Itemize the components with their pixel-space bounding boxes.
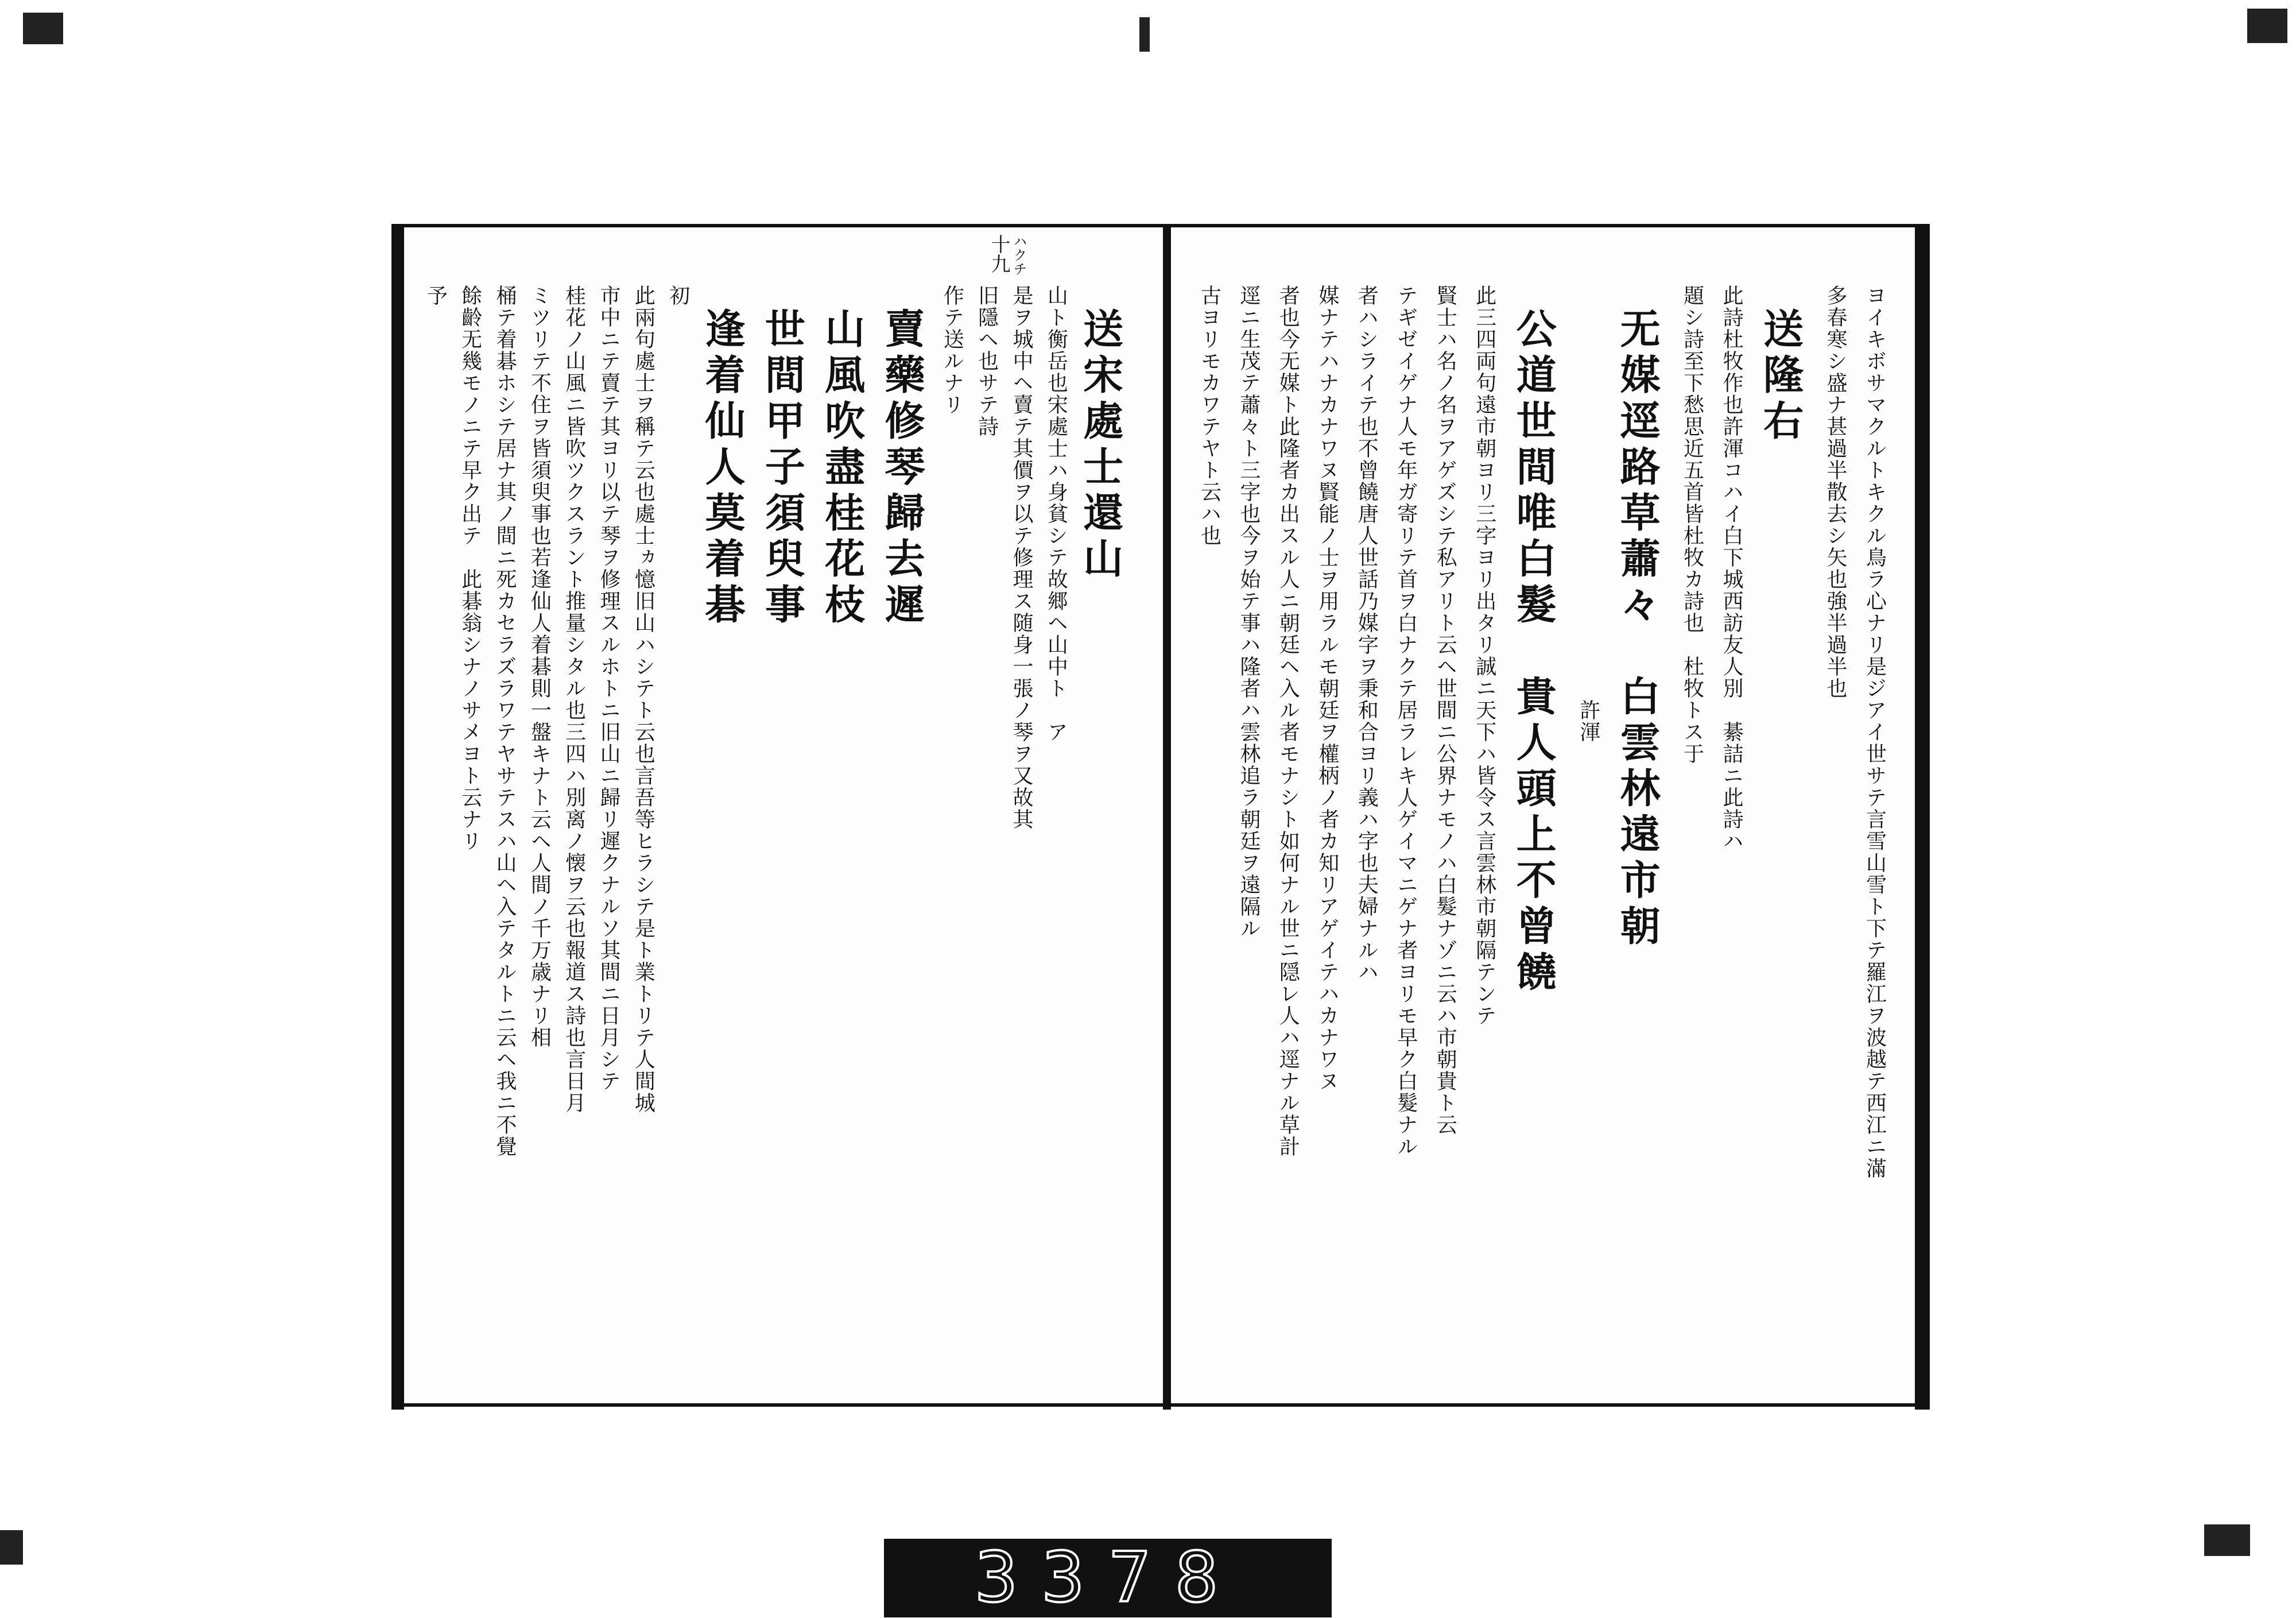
commentary-line: 許渾	[1576, 285, 1600, 743]
commentary-line: 餘齡无幾モノニテ早ク出テ 此碁翁シナノサメヨト云ナリ	[458, 285, 482, 852]
scan-corner-mark	[2204, 1524, 2250, 1556]
commentary-line: 賢士ハ名ノ名ヲアゲズシテ私アリト云ヘ世間ニ公界ナモノハ白髮ナゾニ云ハ市朝貴ト云	[1433, 285, 1457, 1136]
commentary-line: 此詩杜牧作也許渾コハイ白下城西訪友人別 綦詰ニ此詩ハ	[1720, 285, 1744, 852]
poem-line: 送隆右	[1756, 308, 1805, 446]
commentary-line: 予	[424, 285, 448, 307]
commentary-line: 逕ニ生茂テ蕭々ト三字也今ヲ始テ事ハ隆者ハ雲林追ラ朝廷ヲ遠隔ル	[1236, 285, 1261, 939]
commentary-line: テギゼイゲナ人モ年ガ寄リテ首ヲ白ナクテ居ラレキ人ゲイマニゲナ者ヨリモ早ク白髮ナル	[1394, 285, 1418, 1158]
poem-line: 送宋處士還山	[1076, 308, 1124, 583]
commentary-line: 桶テ着碁ホシテ居ナ其ノ間ニ死カセラズラワテヤサテスハ山ヘ入テタルトニ云ヘ我ニ不覺	[493, 285, 517, 1158]
scan-corner-mark	[0, 1530, 23, 1565]
commentary-line: 市中ニテ賣テ其ヨリ以テ琴ヲ修理スルホトニ旧山ニ歸リ遲クナルソ其間ニ日月シテ	[597, 285, 620, 1092]
poem-line: 公道世間唯白髮 貴人頭上不曾饒	[1510, 308, 1558, 997]
commentary-line: 旧隱ヘ也サテ詩	[975, 285, 999, 438]
commentary-line: 初	[666, 285, 690, 307]
commentary-line: 此三四両句遠市朝ヨリ三字ヨリ出タリ誠ニ天下ハ皆令ス言雲林市朝隔テンテ	[1472, 285, 1496, 1027]
commentary-line: 者也今无媒ト此隆者カ出スル人ニ朝廷ヘ入ル者モナシト如何ナル世ニ隠レ人ハ逕ナル草計	[1276, 285, 1300, 1158]
commentary-line: ヨイキボサマクルトキクル鳥ラ心ナリ是ジアイ世サテ言雪山雪ト下テ羅江ヲ波越テ西江ニ滿	[1863, 285, 1887, 1179]
commentary-line: 山ト衡岳也宋處士ハ身貧シテ故郷ヘ山中ト ア	[1044, 285, 1068, 743]
commentary-line: 題シ詩至下愁思近五首皆杜牧カ詩也 杜牧トス于	[1680, 285, 1704, 765]
commentary-line: 桂花ノ山風ニ皆吹ツクスラント推量シタル也三四ハ別离ノ懐ヲ云也報道ス詩也言日月	[562, 285, 586, 1114]
poem-line: 世間甲子須臾事	[758, 308, 806, 629]
open-book	[396, 224, 1923, 1407]
right-page	[1192, 285, 1903, 1364]
commentary-line: 作テ送ルナリ	[940, 285, 964, 416]
catalogue-number-plate	[884, 1539, 1332, 1617]
left-page	[422, 285, 1140, 1364]
scan-corner-mark	[2247, 9, 2287, 43]
scan-edge-mark	[1139, 17, 1150, 52]
commentary-line: 古ヨリモカワテヤト云ハ也	[1197, 285, 1221, 547]
book-gutter	[1163, 224, 1171, 1410]
catalogue-number: 3378	[974, 1538, 1242, 1618]
scan-corner-mark	[23, 13, 63, 44]
poem-line: 无媒逕路草蕭々 白雲林遠市朝	[1614, 308, 1662, 951]
poem-line: 逢着仙人莫着碁	[699, 308, 746, 629]
commentary-line: 媒ナテハナカナワヌ賢能ノ士ヲ用ラルモ朝廷ヲ權柄ノ者カ知リアゲイテハカナワヌ	[1315, 285, 1339, 1092]
commentary-line: 是ヲ城中ヘ賣テ其價ヲ以テ修理ス随身一張ノ琴ヲ又故其	[1010, 285, 1033, 830]
commentary-line: ミツリテ不住ヲ皆須臾事也若逢仙人着碁則一盤キナト云ヘ人間ノ千万歳ナリ相	[528, 285, 552, 1048]
commentary-line: 者ハシライテ也不曾饒唐人世話乃媒字ヲ秉和合ヨリ義ハ字也夫婦ナルハ	[1355, 285, 1379, 983]
folio-number: 十九	[987, 234, 1010, 273]
poem-line: 山風吹盡桂花枝	[818, 308, 866, 629]
folio-kana: ハクチ	[1011, 234, 1027, 276]
commentary-line: 此兩句處士ヲ稱テ云也處士ヵ憶旧山ハシテト云也言吾等ヒラシテ是ト業トリテ人間城	[631, 285, 656, 1114]
poem-line: 賣藥修琴歸去遲	[878, 308, 926, 629]
commentary-line: 多春寒シ盛ナ甚過半散去シ矢也強半過半也	[1824, 285, 1848, 699]
